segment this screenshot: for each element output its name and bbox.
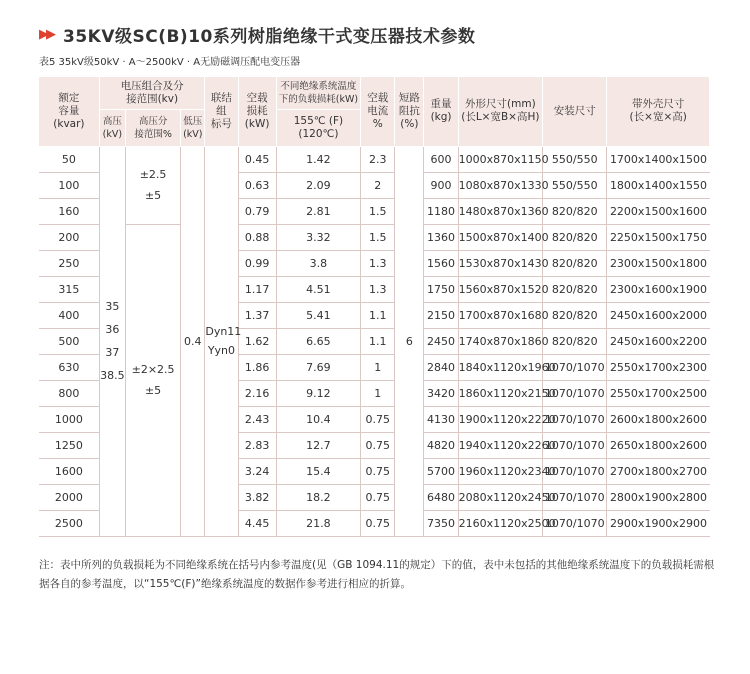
load-loss-cell: 21.8	[276, 510, 360, 536]
noload-loss-cell: 3.82	[238, 484, 276, 510]
noload-current-cell: 0.75	[361, 406, 395, 432]
weight-cell: 900	[424, 172, 458, 198]
capacity-cell: 400	[39, 302, 99, 328]
weight-cell: 2450	[424, 328, 458, 354]
install-cell: 1070/1070	[543, 406, 607, 432]
weight-cell: 6480	[424, 484, 458, 510]
install-cell: 820/820	[543, 250, 607, 276]
capacity-cell: 2500	[39, 510, 99, 536]
header-enclosure: 带外壳尺寸 (长×宽×高)	[607, 77, 710, 146]
noload-current-cell: 1.5	[361, 198, 395, 224]
load-loss-cell: 4.51	[276, 276, 360, 302]
enclosure-cell: 2700x1800x2700	[607, 458, 710, 484]
header-load-loss: 不同绝缘系统温度 下的负载损耗(kW)	[276, 77, 360, 109]
install-cell: 1070/1070	[543, 380, 607, 406]
noload-loss-cell: 1.86	[238, 354, 276, 380]
install-cell: 550/550	[543, 172, 607, 198]
title-row	[39, 22, 475, 46]
enclosure-cell: 2800x1900x2800	[607, 484, 710, 510]
noload-loss-cell: 2.83	[238, 432, 276, 458]
noload-current-cell: 1.1	[361, 302, 395, 328]
weight-cell: 7350	[424, 510, 458, 536]
load-loss-cell: 3.8	[276, 250, 360, 276]
capacity-cell: 500	[39, 328, 99, 354]
table-row	[39, 146, 710, 172]
load-loss-cell: 18.2	[276, 484, 360, 510]
footnote: 注：表中所列的负载损耗为不同绝缘系统在括号内参考温度(见（GB 1094.11的规定）下的值，表中未包括的其他绝缘系统温度下的负载损耗需根据各自的参考温度，以“155℃(F)”绝缘系统温度的数据作参考进行相应的折算。	[39, 559, 715, 590]
load-loss-cell: 7.69	[276, 354, 360, 380]
install-cell: 820/820	[543, 328, 607, 354]
install-cell: 1070/1070	[543, 484, 607, 510]
tap-range-a-cell: ±2.5 ±5	[125, 146, 180, 224]
lv-merged-cell: 0.4	[181, 146, 205, 536]
connection-merged-cell: Dyn11 Yyn0	[205, 146, 238, 536]
capacity-cell: 250	[39, 250, 99, 276]
weight-cell: 2150	[424, 302, 458, 328]
capacity-cell: 1600	[39, 458, 99, 484]
header-noload-current: 空载 电流 %	[361, 77, 395, 146]
load-loss-cell: 1.42	[276, 146, 360, 172]
weight-cell: 3420	[424, 380, 458, 406]
noload-loss-cell: 1.37	[238, 302, 276, 328]
dimensions-cell: 2080x1120x2450	[458, 484, 542, 510]
install-cell: 820/820	[543, 276, 607, 302]
header-tap: 高压分 接范围%	[125, 109, 180, 146]
weight-cell: 4130	[424, 406, 458, 432]
spec-table	[39, 77, 710, 537]
dimensions-cell: 1700x870x1680	[458, 302, 542, 328]
noload-loss-cell: 0.79	[238, 198, 276, 224]
noload-current-cell: 0.75	[361, 432, 395, 458]
noload-loss-cell: 0.63	[238, 172, 276, 198]
table-caption: 表5 35kV级50kV · A～2500kV · A无励磁调压配电变压器	[39, 57, 301, 68]
load-loss-cell: 3.32	[276, 224, 360, 250]
dimensions-cell: 1900x1120x2220	[458, 406, 542, 432]
capacity-cell: 1000	[39, 406, 99, 432]
load-loss-cell: 9.12	[276, 380, 360, 406]
title-arrow-icon: ▶▶	[39, 26, 53, 42]
install-cell: 1070/1070	[543, 354, 607, 380]
header-connection: 联结 组 标号	[205, 77, 238, 146]
weight-cell: 4820	[424, 432, 458, 458]
dimensions-cell: 1530x870x1430	[458, 250, 542, 276]
noload-loss-cell: 1.62	[238, 328, 276, 354]
page-title: 35KV级SC(B)10系列树脂绝缘干式变压器技术参数	[63, 26, 476, 47]
install-cell: 1070/1070	[543, 458, 607, 484]
capacity-cell: 200	[39, 224, 99, 250]
enclosure-cell: 2250x1500x1750	[607, 224, 710, 250]
noload-current-cell: 1.3	[361, 276, 395, 302]
install-cell: 820/820	[543, 302, 607, 328]
header-rated-capacity: 额定 容量 (kvar)	[39, 77, 99, 146]
noload-loss-cell: 4.45	[238, 510, 276, 536]
noload-loss-cell: 0.99	[238, 250, 276, 276]
dimensions-cell: 1840x1120x1960	[458, 354, 542, 380]
weight-cell: 1360	[424, 224, 458, 250]
dimensions-cell: 1740x870x1860	[458, 328, 542, 354]
noload-current-cell: 0.75	[361, 510, 395, 536]
dimensions-cell: 1080x870x1330	[458, 172, 542, 198]
enclosure-cell: 2450x1600x2000	[607, 302, 710, 328]
header-dimensions: 外形尺寸(mm) (长L×宽B×高H)	[458, 77, 542, 146]
load-loss-cell: 2.81	[276, 198, 360, 224]
capacity-cell: 2000	[39, 484, 99, 510]
capacity-cell: 630	[39, 354, 99, 380]
header-hv: 高压 (kV)	[99, 109, 125, 146]
noload-current-cell: 0.75	[361, 484, 395, 510]
enclosure-cell: 2300x1500x1800	[607, 250, 710, 276]
install-cell: 820/820	[543, 198, 607, 224]
header-weight: 重量 (kg)	[424, 77, 458, 146]
noload-current-cell: 1.5	[361, 224, 395, 250]
noload-loss-cell: 0.88	[238, 224, 276, 250]
enclosure-cell: 2650x1800x2600	[607, 432, 710, 458]
noload-current-cell: 1.1	[361, 328, 395, 354]
enclosure-cell: 2900x1900x2900	[607, 510, 710, 536]
capacity-cell: 100	[39, 172, 99, 198]
install-cell: 550/550	[543, 146, 607, 172]
dimensions-cell: 1000x870x1150	[458, 146, 542, 172]
noload-current-cell: 2.3	[361, 146, 395, 172]
weight-cell: 2840	[424, 354, 458, 380]
load-loss-cell: 12.7	[276, 432, 360, 458]
header-noload-loss: 空载 损耗 (kW)	[238, 77, 276, 146]
enclosure-cell: 2200x1500x1600	[607, 198, 710, 224]
load-loss-cell: 10.4	[276, 406, 360, 432]
noload-loss-cell: 2.16	[238, 380, 276, 406]
capacity-cell: 315	[39, 276, 99, 302]
noload-loss-cell: 3.24	[238, 458, 276, 484]
install-cell: 820/820	[543, 224, 607, 250]
dimensions-cell: 1480x870x1360	[458, 198, 542, 224]
capacity-cell: 1250	[39, 432, 99, 458]
dimensions-cell: 1940x1120x2260	[458, 432, 542, 458]
enclosure-cell: 2300x1600x1900	[607, 276, 710, 302]
dimensions-cell: 1960x1120x2340	[458, 458, 542, 484]
header-install: 安装尺寸	[543, 77, 607, 146]
enclosure-cell: 2550x1700x2500	[607, 380, 710, 406]
enclosure-cell: 1700x1400x1500	[607, 146, 710, 172]
noload-loss-cell: 0.45	[238, 146, 276, 172]
header-load-loss-temp: 155℃ (F) (120℃)	[276, 109, 360, 146]
hv-merged-cell: 35 36 37 38.5	[99, 146, 125, 536]
load-loss-cell: 5.41	[276, 302, 360, 328]
header-voltage-group: 电压组合及分 接范围(kv)	[99, 77, 205, 109]
weight-cell: 600	[424, 146, 458, 172]
dimensions-cell: 1860x1120x2150	[458, 380, 542, 406]
capacity-cell: 160	[39, 198, 99, 224]
enclosure-cell: 2550x1700x2300	[607, 354, 710, 380]
impedance-merged-cell: 6	[395, 146, 424, 536]
enclosure-cell: 2450x1600x2200	[607, 328, 710, 354]
install-cell: 1070/1070	[543, 510, 607, 536]
load-loss-cell: 15.4	[276, 458, 360, 484]
install-cell: 1070/1070	[543, 432, 607, 458]
tap-range-b-cell: ±2×2.5 ±5	[125, 224, 180, 536]
weight-cell: 1560	[424, 250, 458, 276]
noload-current-cell: 2	[361, 172, 395, 198]
weight-cell: 1180	[424, 198, 458, 224]
dimensions-cell: 1500x870x1400	[458, 224, 542, 250]
noload-current-cell: 1	[361, 354, 395, 380]
header-lv: 低压 (kV)	[181, 109, 205, 146]
table-row	[39, 224, 710, 250]
enclosure-cell: 2600x1800x2600	[607, 406, 710, 432]
noload-loss-cell: 1.17	[238, 276, 276, 302]
enclosure-cell: 1800x1400x1550	[607, 172, 710, 198]
noload-current-cell: 1.3	[361, 250, 395, 276]
noload-current-cell: 0.75	[361, 458, 395, 484]
spec-table-container	[39, 77, 710, 537]
header-impedance: 短路 阻抗 (%)	[395, 77, 424, 146]
noload-current-cell: 1	[361, 380, 395, 406]
noload-loss-cell: 2.43	[238, 406, 276, 432]
dimensions-cell: 2160x1120x2500	[458, 510, 542, 536]
weight-cell: 1750	[424, 276, 458, 302]
load-loss-cell: 2.09	[276, 172, 360, 198]
dimensions-cell: 1560x870x1520	[458, 276, 542, 302]
load-loss-cell: 6.65	[276, 328, 360, 354]
capacity-cell: 800	[39, 380, 99, 406]
weight-cell: 5700	[424, 458, 458, 484]
capacity-cell: 50	[39, 146, 99, 172]
